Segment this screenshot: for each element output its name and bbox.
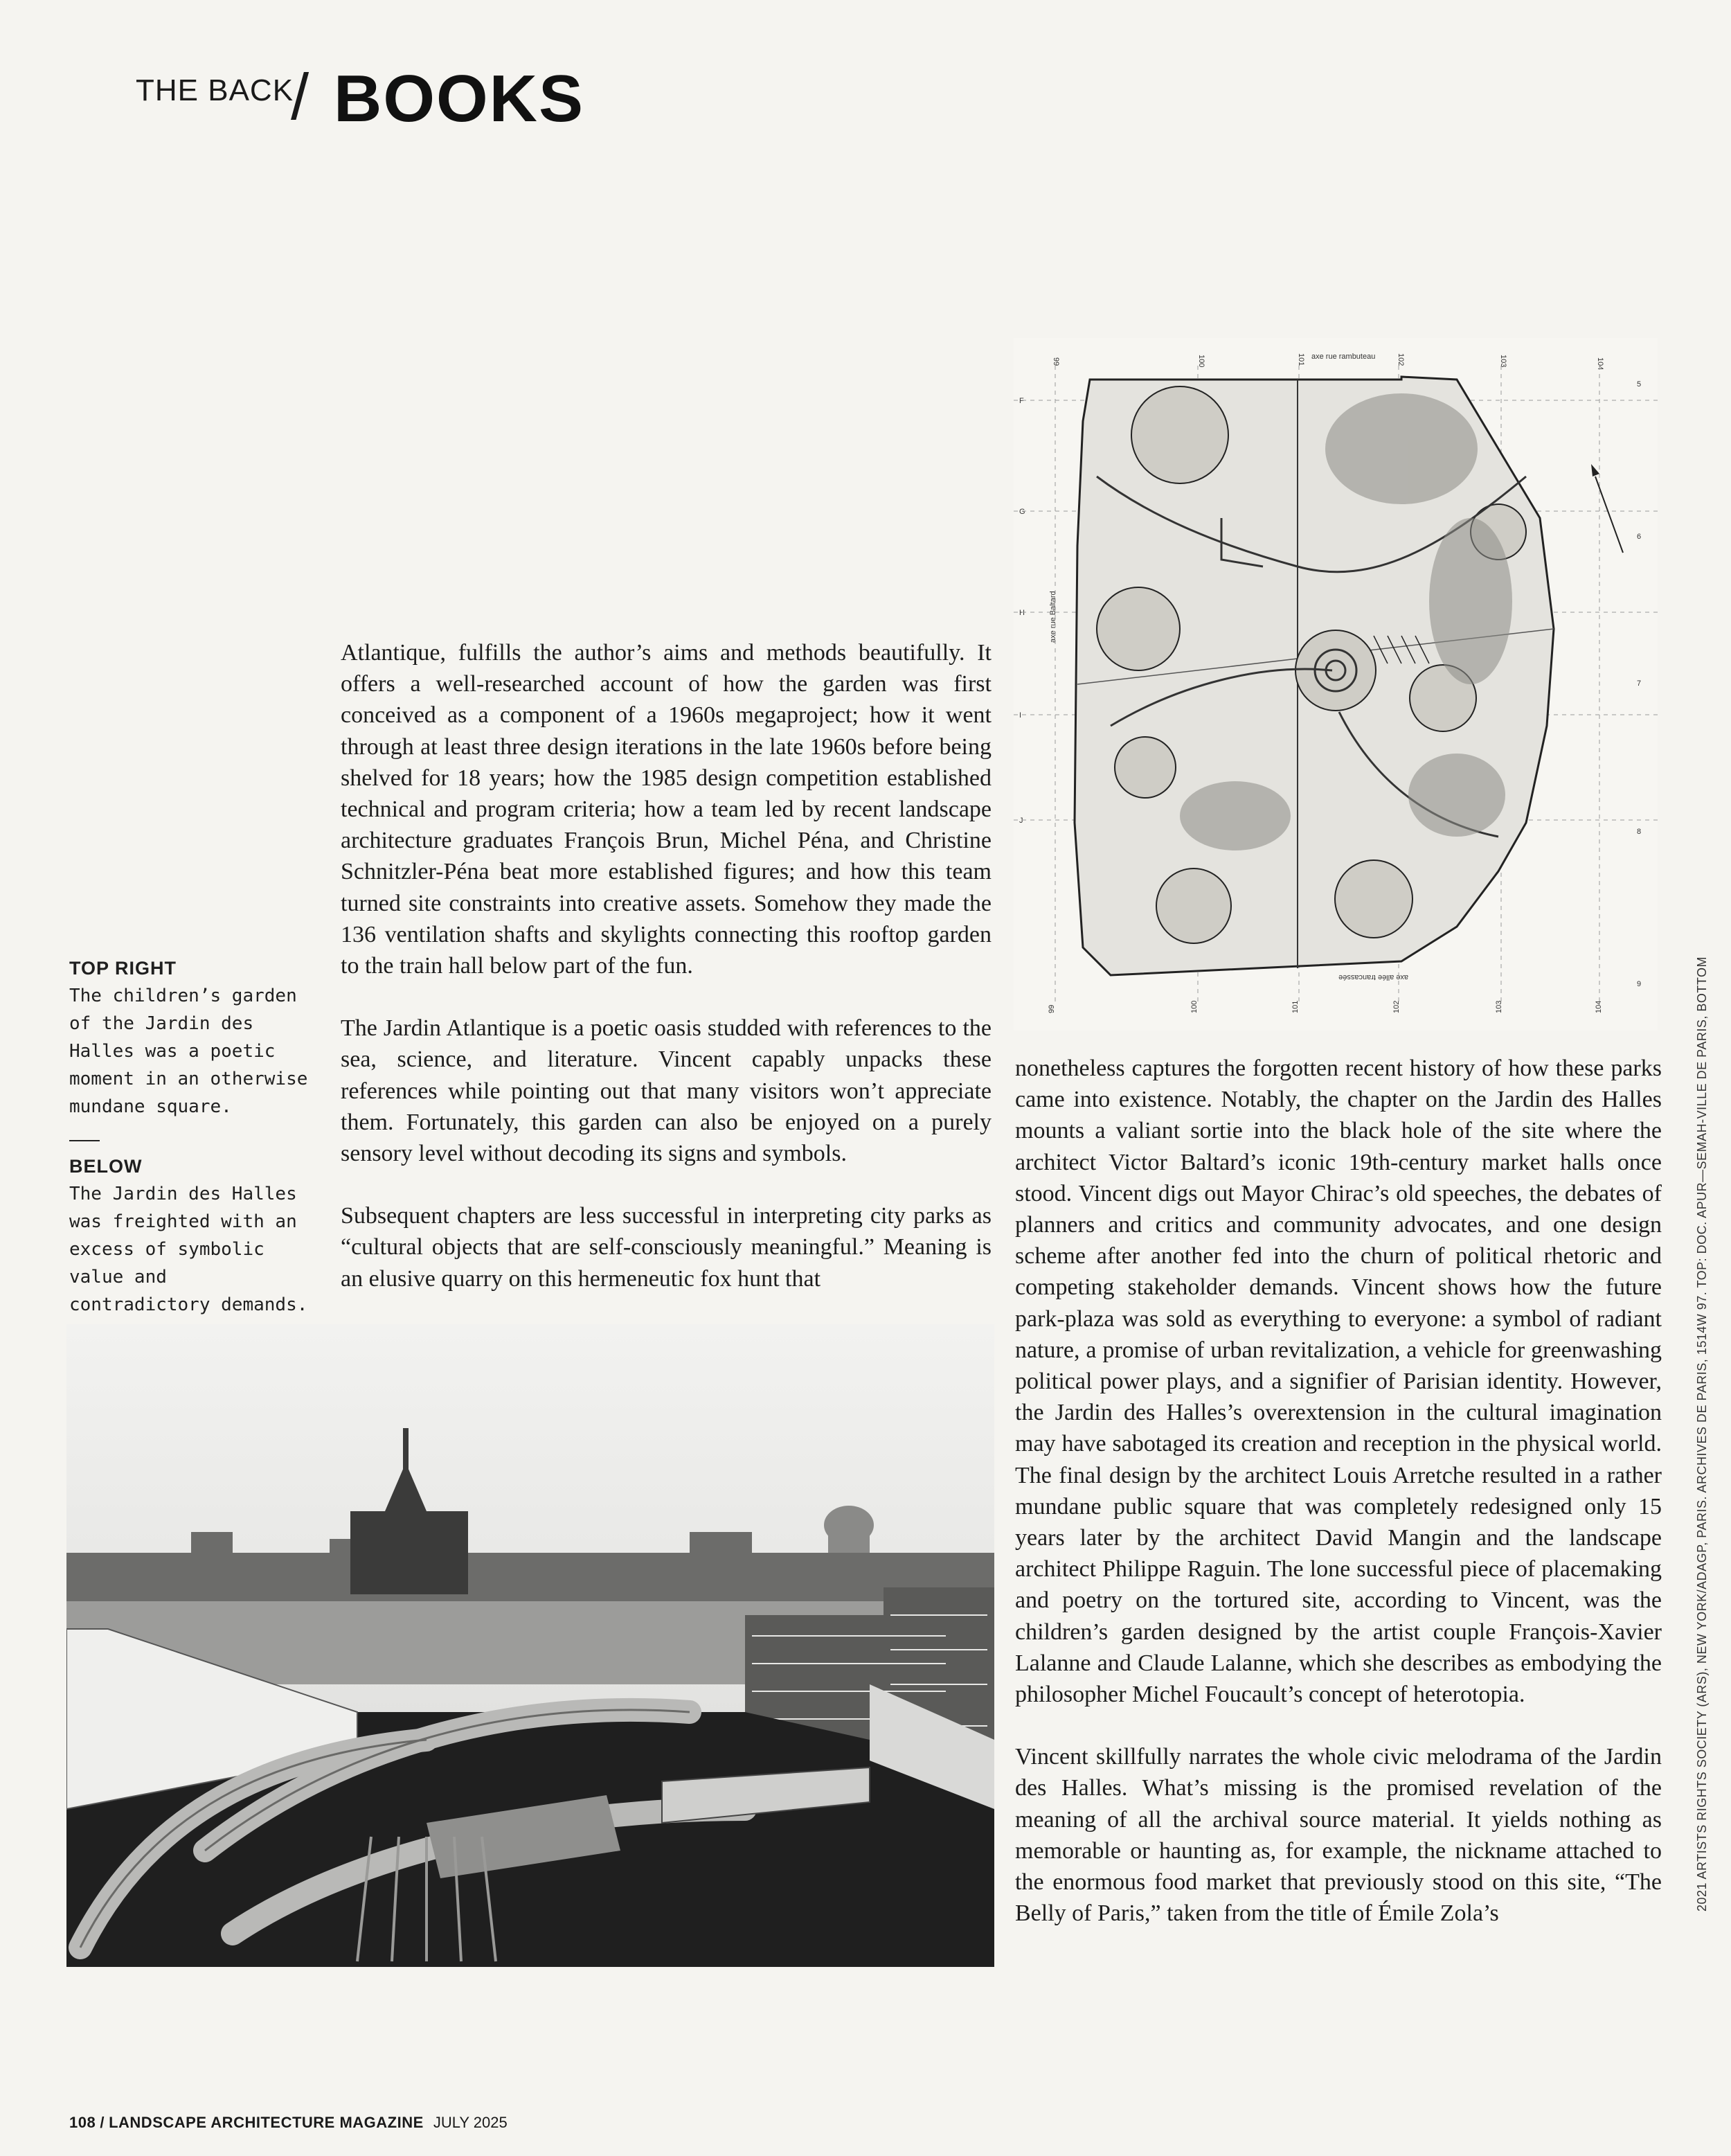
caption-text: The children’s garden of the Jardin des Halles was a poetic moment in an otherwise mundane square. (69, 986, 308, 1117)
plan-col-label: 99 (1048, 1004, 1056, 1013)
photo-credit: 2021 ARTISTS RIGHTS SOCIETY (ARS), NEW YORK/ADAGP, PARIS. ARCHIVES DE PARIS, 1514W 97. TOP: DOC. APUR—SEMAH-VILLE DE PARIS, BOTTOM (1695, 956, 1709, 1912)
plan-row-label: G (1019, 508, 1025, 516)
footer-separator: / (100, 2114, 105, 2131)
image-captions (69, 954, 319, 1319)
plan-right-label: 8 (1637, 828, 1642, 836)
body-column-left (341, 637, 992, 1294)
plan-col-label: 100 (1197, 355, 1205, 368)
issue-date: JULY 2025 (433, 2114, 508, 2131)
plan-street-left: axe rue Baltard (1049, 591, 1057, 643)
plan-street-bottom: axe allée trancassée (1338, 973, 1408, 981)
caption-label: BELOW (69, 1156, 143, 1177)
plan-col-label: 104 (1596, 357, 1604, 371)
body-column-right (1015, 1053, 1662, 1929)
body-paragraph: Subsequent chapters are less successful in interpreting city parks as “cultural objects that are self-consciously meaningful.” Meaning is an elusive quarry on this hermeneutic fox hunt that (341, 1203, 992, 1292)
plan-col-label: 101 (1297, 353, 1305, 366)
body-paragraph: Atlantique, fulfills the author’s aims and methods beautifully. It offers a well-researched account of how the garden was first conceived as a component of a 1960s megaproject; how it went through at least three design iterations in the late 1960s before being shelved for 18 years; how the 1985 design competition established technical and program criteria; how a team led by recent landscape architecture graduates François Brun, Michel Péna, and Christine Schnitzler-Péna beat more established figures; and how this team turned site constraints into creative assets. Somehow they made the 136 ventilation shafts and skylights connecting this rooftop garden to the train hall below part of the fun. (341, 640, 992, 979)
plan-col-label: 100 (1190, 1000, 1199, 1013)
plan-right-label: 9 (1637, 980, 1642, 988)
body-paragraph: The Jardin Atlantique is a poetic oasis studded with references to the sea, science, and literature. Vincent capably unpacks these references while pointing out that many visitors won’t appreciate them. Fortunately, this garden can also be enjoyed on a purely sensory level without decoding its signs and symbols. (341, 1015, 992, 1167)
plan-row-label: J (1019, 817, 1023, 825)
plan-row-label: H (1019, 609, 1025, 617)
plan-right-label: 6 (1637, 533, 1642, 541)
section-title: BOOKS (334, 62, 585, 136)
header-separator: / (291, 60, 310, 133)
plan-row-label: F (1019, 397, 1024, 405)
body-paragraph: nonetheless captures the forgotten recent history of how these parks came into existence. Notably, the chapter on the Jardin des Halles mounts a valiant sortie into the black hole of the site where the architect Victor Baltard’s iconic 19th-century market halls once stood. Vincent digs out Mayor Chirac’s old speeches, the debates of planners and critics and community advocates, and one design scheme after another fed into the churn of political rhetoric and competing stakeholder demands. Vincent shows how the future park-plaza was sold as everything to everyone: a symbol of radiant nature, a promise of urban revitalization, a vehicle for greenwashing political power plays, and a signifier of Parisian identity. However, the Jardin des Halles’s overextension in the cultural imagination may have sabotaged its creation and reception in the physical world. The final design by the architect Louis Arretche resulted in a rather mundane public square that was completely redesigned only 15 years later by the architect David Mangin and the landscape architect Philippe Raguin. The lone successful piece of placemaking and poetry on the tortured site, according to Vincent, was the children’s garden designed by the artist couple François-Xavier Lalanne and Claude Lalanne, which she describes as embodying the philosopher Michel Foucault’s concept of heterotopia. (1015, 1055, 1662, 1708)
aerial-rendering-image (66, 1324, 994, 1967)
plan-right-label: 7 (1637, 679, 1642, 688)
plan-col-label: 102 (1397, 353, 1405, 366)
caption-divider (69, 1140, 100, 1141)
page-number: 108 (69, 2114, 96, 2131)
plan-col-label: 99 (1052, 357, 1060, 366)
plan-col-label: 101 (1291, 1000, 1300, 1013)
plan-row-label: I (1019, 711, 1022, 720)
plan-col-label: 103 (1499, 355, 1507, 368)
plan-col-label: 102 (1392, 1000, 1401, 1013)
garden-plan-drawing (1014, 338, 1658, 1031)
caption-label: TOP RIGHT (69, 958, 177, 979)
plan-right-label: 5 (1637, 380, 1642, 389)
caption-text: The Jardin des Halles was freighted with an excess of symbolic value and contradictory demands. (69, 1184, 308, 1315)
plan-col-label: 103 (1495, 1000, 1503, 1013)
publication-name: LANDSCAPE ARCHITECTURE MAGAZINE (109, 2114, 424, 2131)
plan-col-label: 104 (1595, 1000, 1603, 1013)
body-paragraph: Vincent skillfully narrates the whole civic melodrama of the Jardin des Halles. What’s missing is the promised revelation of the meaning of all the archival source material. It yields nothing as memorable or haunting as, for example, the nickname attached to the enormous food market that previously stood on this site, “The Belly of Paris,” taken from the title of Émile Zola’s (1015, 1744, 1662, 1927)
page-footer (69, 2114, 508, 2132)
plan-street-top: axe rue rambuteau (1311, 353, 1376, 361)
photo-credit-wrapper (1695, 956, 1725, 1912)
section-label: THE BACK (136, 73, 294, 107)
